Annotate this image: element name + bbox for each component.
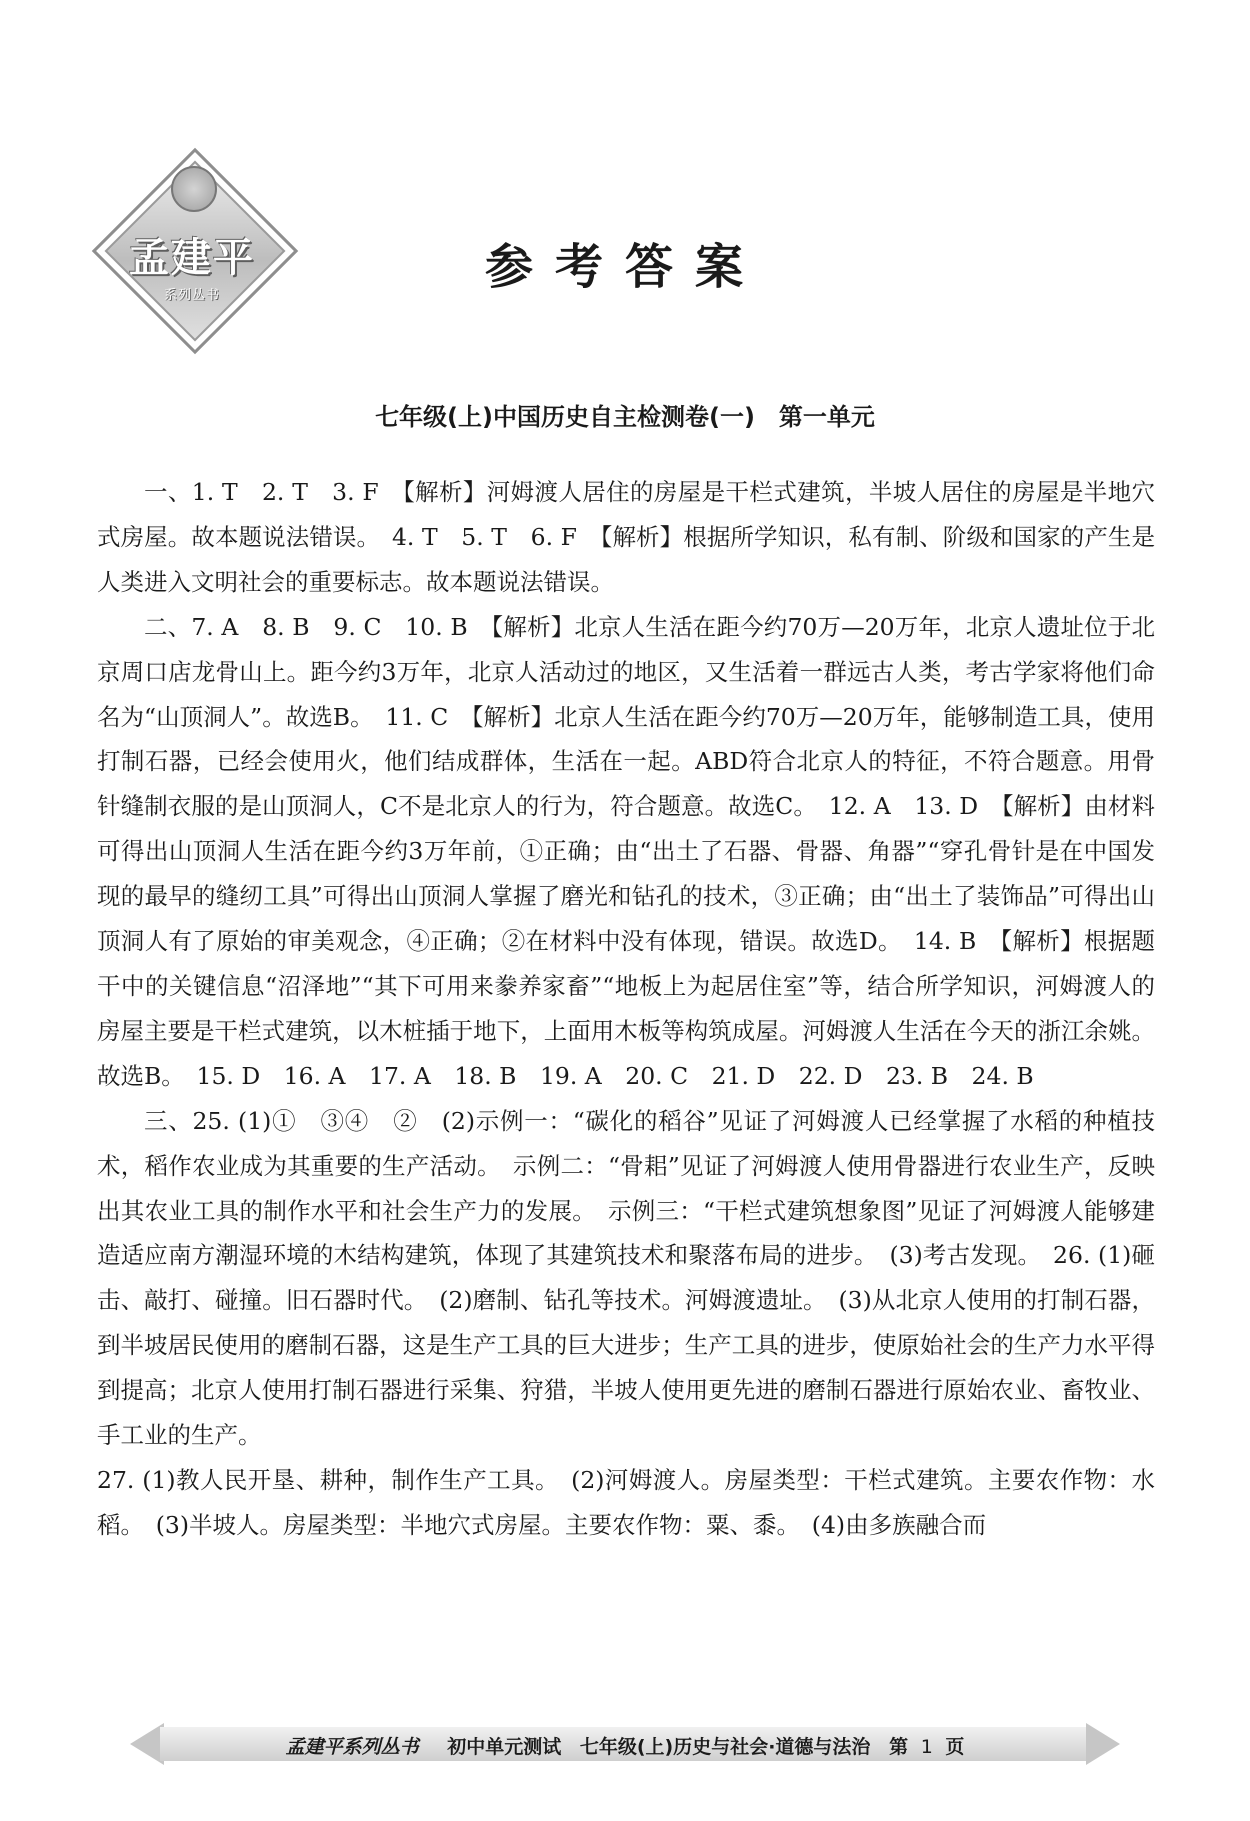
footer-page-suffix: 页 xyxy=(945,1736,965,1758)
answer-section-4: 27. (1)教人民开垦、耕种，制作生产工具。 (2)河姆渡人。房屋类型：干栏式建筑。主要农作物：水稻。 (3)半坡人。房屋类型：半地穴式房屋。主要农作物：粟、黍。 (4)由多族融合而 xyxy=(97,1465,1155,1539)
footer-page-number: 1 xyxy=(920,1736,933,1758)
answer-section-1: 一、1. T 2. T 3. F 【解析】河姆渡人居住的房屋是干栏式建筑，半坡人居住的房屋是半地穴式房屋。故本题说法错误。 4. T 5. T 6. F 【解析】根据所学知识，私有制、阶级和国家的产生是人类进入文明社会的重要标志。故本题说法错误。 xyxy=(97,478,1155,596)
page-title: 参考答案 xyxy=(484,239,765,295)
footer-page-prefix: 第 xyxy=(889,1736,909,1758)
logo-series-text: 系列丛书 xyxy=(163,288,220,303)
footer-text xyxy=(130,1732,1120,1759)
footer-subject: 七年级(上)历史与社会·道德与法治 xyxy=(579,1736,871,1758)
answer-section-2: 二、7. A 8. B 9. C 10. B 【解析】北京人生活在距今约70万—20万年，北京人遗址位于北京周口店龙骨山上。距今约3万年，北京人活动过的地区，又生活着一群远古人类，考古学家将他们命名为“山顶洞人”。故选B。 11. C 【解析】北京人生活在距今约70万—20万年，能够制造工具，使用打制石器，已经会使用火，他们结成群体，生活在一起。ABD符合北京人的特征，不符合题意。用骨针缝制衣服的是山顶洞人，C不是北京人的行为，符合题意。故选C。 12. A 13. D 【解析】由材料可得出山顶洞人生活在距今约3万年前，①正确；由“出土了石器、骨器、角器”“穿孔骨针是在中国发现的最早的缝纫工具”可得出山顶洞人掌握了磨光和钻孔的技术，③正确；由“出土了装饰品”可得出山顶洞人有了原始的审美观念，④正确；②在材料中没有体现，错误。故选D。 14. B 【解析】根据题干中的关键信息“沼泽地”“其下可用来豢养家畜”“地板上为起居住室”等，结合所学知识，河姆渡人的房屋主要是干栏式建筑，以木桩插于地下，上面用木板等构筑成屋。河姆渡人生活在今天的浙江余姚。故选B。 15. D 16. A 17. A 18. B 19. A 20. C 21. D 22. D 23. B 24. B xyxy=(97,612,1155,1090)
answer-section-3: 三、25. (1)① ③④ ② (2)示例一：“碳化的稻谷”见证了河姆渡人已经掌握了水稻的种植技术，稻作农业成为其重要的生产活动。 示例二：“骨耜”见证了河姆渡人使用骨器进行农业生产，反映出其农业工具的制作水平和社会生产力的发展。 示例三：“干栏式建筑想象图”见证了河姆渡人能够建造适应南方潮湿环境的木结构建筑，体现了其建筑技术和聚落布局的进步。 (3)考古发现。 26. (1)砸击、敲打、碰撞。旧石器时代。 (2)磨制、钻孔等技术。河姆渡遗址。 (3)从北京人使用的打制石器，到半坡居民使用的磨制石器，这是生产工具的巨大进步；生产工具的进步，使原始社会的生产力水平得到提高；北京人使用打制石器进行采集、狩猎，半坡人使用更先进的磨制石器进行原始农业、畜牧业、手工业的生产。 xyxy=(97,1106,1155,1450)
logo-seal-icon xyxy=(171,166,217,212)
page-footer xyxy=(130,1723,1120,1765)
footer-series-name: 孟建平系列丛书 xyxy=(285,1736,419,1758)
logo-brand-text: 孟建平 xyxy=(129,234,255,281)
footer-book-name: 初中单元测试 xyxy=(447,1736,562,1758)
unit-subtitle: 七年级(上)中国历史自主检测卷(一) 第一单元 xyxy=(375,403,875,431)
answer-body xyxy=(97,470,1155,1548)
